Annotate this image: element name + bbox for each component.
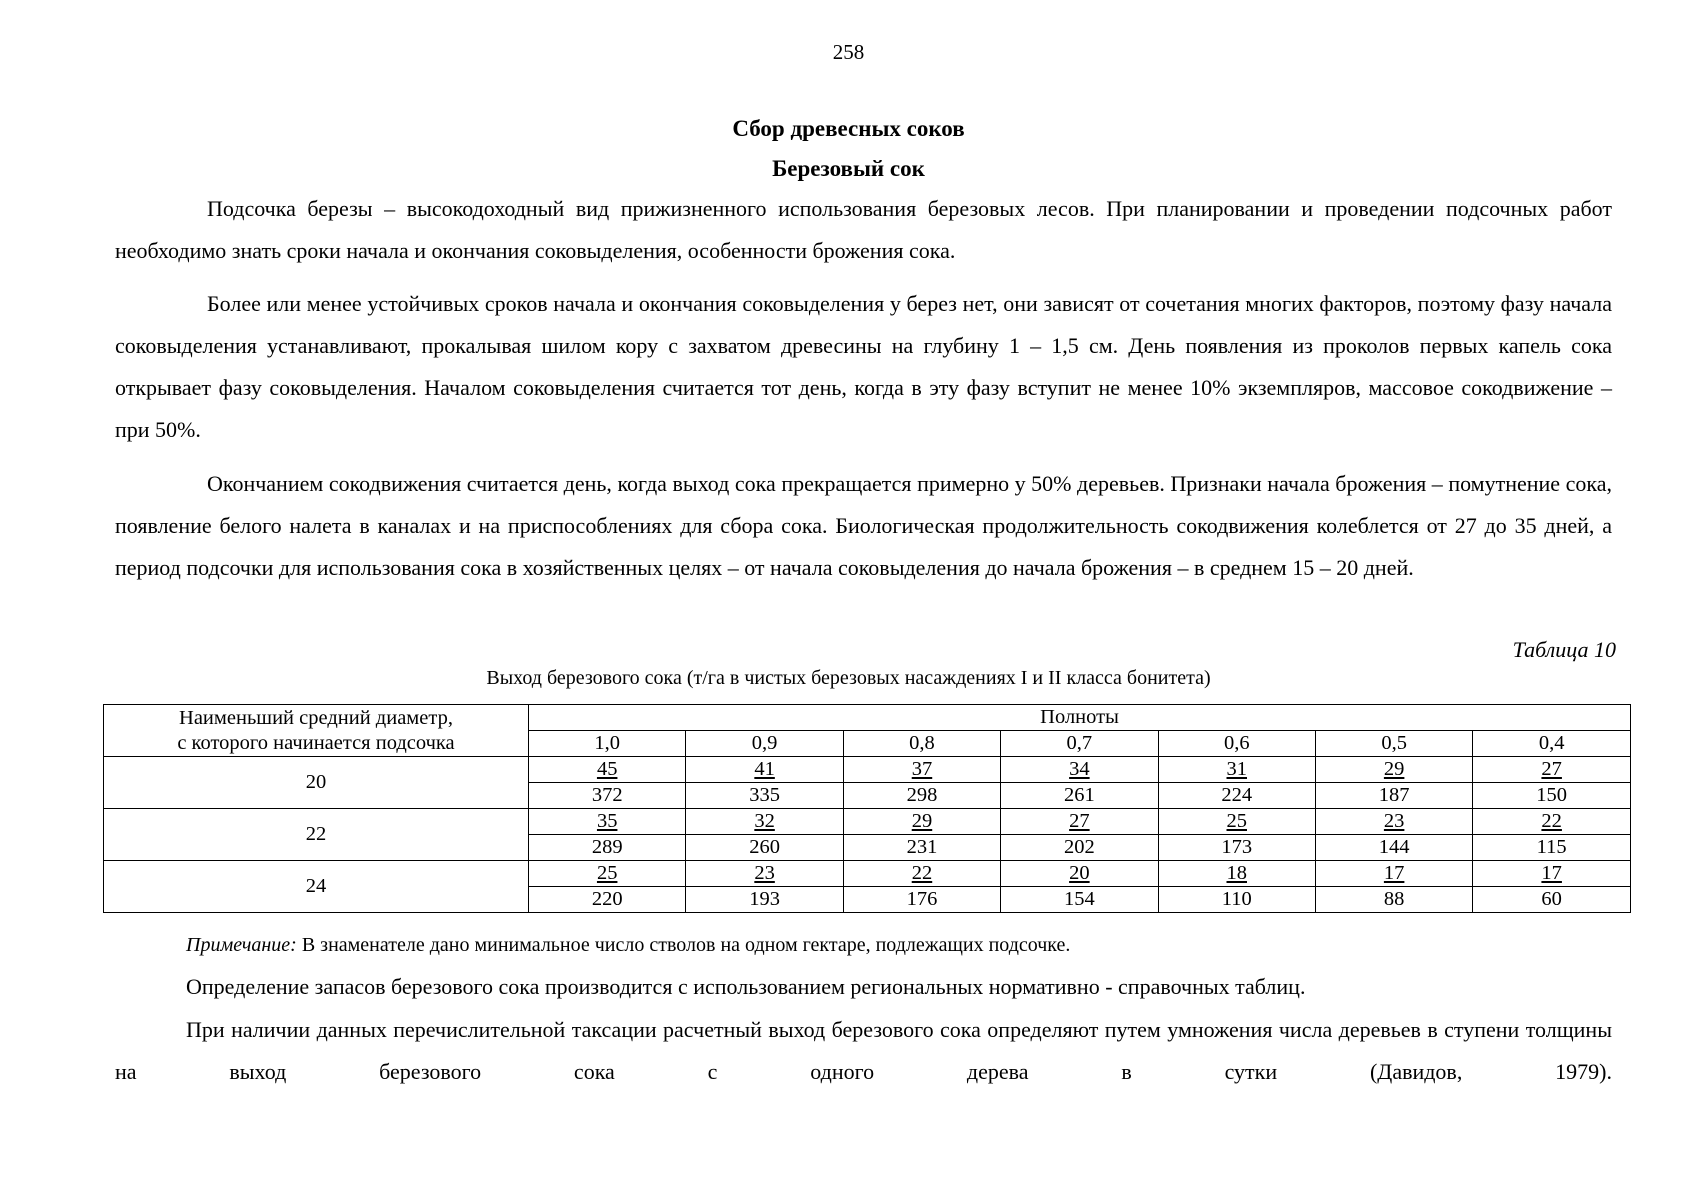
denominator-cell: 110	[1158, 887, 1315, 913]
column-header: 0,9	[686, 731, 843, 757]
denominator-cell: 150	[1473, 783, 1631, 809]
numerator-cell: 34	[1001, 757, 1158, 783]
numerator-cell: 17	[1473, 861, 1631, 887]
note-text: В знаменателе дано минимальное число стволов на одном гектаре, подлежащих подсочке.	[296, 934, 1071, 956]
final-paragraph: При наличии данных перечислительной таксации расчетный выход березового сока определяют путем умножения числа деревьев в ступени толщины на выход березового сока с одного дерева в сутки (Давидов, 1979).	[115, 1017, 1612, 1084]
numerator-cell: 22	[1473, 809, 1631, 835]
denominator-cell: 115	[1473, 835, 1631, 861]
table-caption: Выход березового сока (т/га в чистых березовых насаждениях I и II класса бонитета)	[486, 667, 1211, 689]
paragraph-2: Более или менее устойчивых сроков начала и окончания соковыделения у берез нет, они зависят от сочетания многих факторов, поэтому фазу начала соковыделения устанавливают, прокалывая шилом кору с захватом древесины на глубину 1 – 1,5 см. День появления из проколов первых капель сока открывает фазу соковыделения. Началом соковыделения считается тот день, когда в эту фазу вступит не менее 10% экземпляров, массовое сокодвижение – при 50%.	[115, 291, 1612, 442]
numerator-cell: 35	[529, 809, 686, 835]
section-heading: Сбор древесных соков	[732, 116, 965, 141]
column-header: 0,4	[1473, 731, 1631, 757]
numerator-cell: 45	[529, 757, 686, 783]
sap-yield-table	[103, 704, 1631, 913]
paragraph-after-table: Определение запасов березового сока производится с использованием региональных нормативно - справочных таблиц.	[186, 974, 1306, 999]
numerator-cell: 23	[686, 861, 843, 887]
numerator-cell: 29	[1315, 757, 1472, 783]
column-header: 1,0	[529, 731, 686, 757]
numerator-cell: 31	[1158, 757, 1315, 783]
numerator-cell: 22	[843, 861, 1000, 887]
table-row	[104, 861, 1631, 887]
denominator-cell: 260	[686, 835, 843, 861]
numerator-cell: 17	[1315, 861, 1472, 887]
denominator-cell: 220	[529, 887, 686, 913]
denominator-cell: 193	[686, 887, 843, 913]
row-header-cell	[104, 705, 529, 757]
denominator-cell: 88	[1315, 887, 1472, 913]
numerator-cell: 41	[686, 757, 843, 783]
denominator-cell: 372	[529, 783, 686, 809]
denominator-cell: 335	[686, 783, 843, 809]
diameter-cell: 24	[104, 861, 529, 913]
denominator-cell: 187	[1315, 783, 1472, 809]
numerator-cell: 25	[529, 861, 686, 887]
diameter-cell: 22	[104, 809, 529, 861]
table-number-label: Таблица 10	[1512, 637, 1616, 662]
numerator-cell: 29	[843, 809, 1000, 835]
denominator-cell: 231	[843, 835, 1000, 861]
numerator-cell: 23	[1315, 809, 1472, 835]
table-row	[104, 809, 1631, 835]
numerator-cell: 18	[1158, 861, 1315, 887]
denominator-cell: 261	[1001, 783, 1158, 809]
column-header: 0,8	[843, 731, 1000, 757]
denominator-cell: 202	[1001, 835, 1158, 861]
denominator-cell: 298	[843, 783, 1000, 809]
row-header-line-2: с которого начинается подсочка	[177, 731, 455, 754]
table-note	[186, 934, 1070, 957]
denominator-cell: 289	[529, 835, 686, 861]
paragraph-1: Подсочка березы – высокодоходный вид прижизненного использования березовых лесов. При планировании и проведении подсочных работ необходимо знать сроки начала и окончания соковыделения, особенности брожения сока.	[115, 196, 1612, 263]
denominator-cell: 224	[1158, 783, 1315, 809]
denominator-cell: 144	[1315, 835, 1472, 861]
denominator-cell: 176	[843, 887, 1000, 913]
page-number: 258	[832, 40, 865, 64]
column-header: 0,5	[1315, 731, 1472, 757]
numerator-cell: 27	[1001, 809, 1158, 835]
diameter-cell: 20	[104, 757, 529, 809]
row-header-line-1: Наименьший средний диаметр,	[179, 706, 453, 729]
denominator-cell: 60	[1473, 887, 1631, 913]
numerator-cell: 20	[1001, 861, 1158, 887]
group-header-cell: Полноты	[529, 705, 1631, 731]
numerator-cell: 32	[686, 809, 843, 835]
subsection-heading: Березовый сок	[772, 156, 925, 181]
numerator-cell: 27	[1473, 757, 1631, 783]
denominator-cell: 154	[1001, 887, 1158, 913]
denominator-cell: 173	[1158, 835, 1315, 861]
column-header: 0,6	[1158, 731, 1315, 757]
table-row	[104, 757, 1631, 783]
paragraph-3: Окончанием сокодвижения считается день, когда выход сока прекращается примерно у 50% деревьев. Признаки начала брожения – помутнение сока, появление белого налета в каналах и на приспособлениях для сбора сока. Биологическая продолжительность сокодвижения колеблется от 27 до 35 дней, а период подсочки для использования сока в хозяйственных целях – от начала соковыделения до начала брожения – в среднем 15 – 20 дней.	[115, 471, 1612, 580]
note-label: Примечание:	[186, 934, 297, 956]
numerator-cell: 25	[1158, 809, 1315, 835]
numerator-cell: 37	[843, 757, 1000, 783]
column-header: 0,7	[1001, 731, 1158, 757]
